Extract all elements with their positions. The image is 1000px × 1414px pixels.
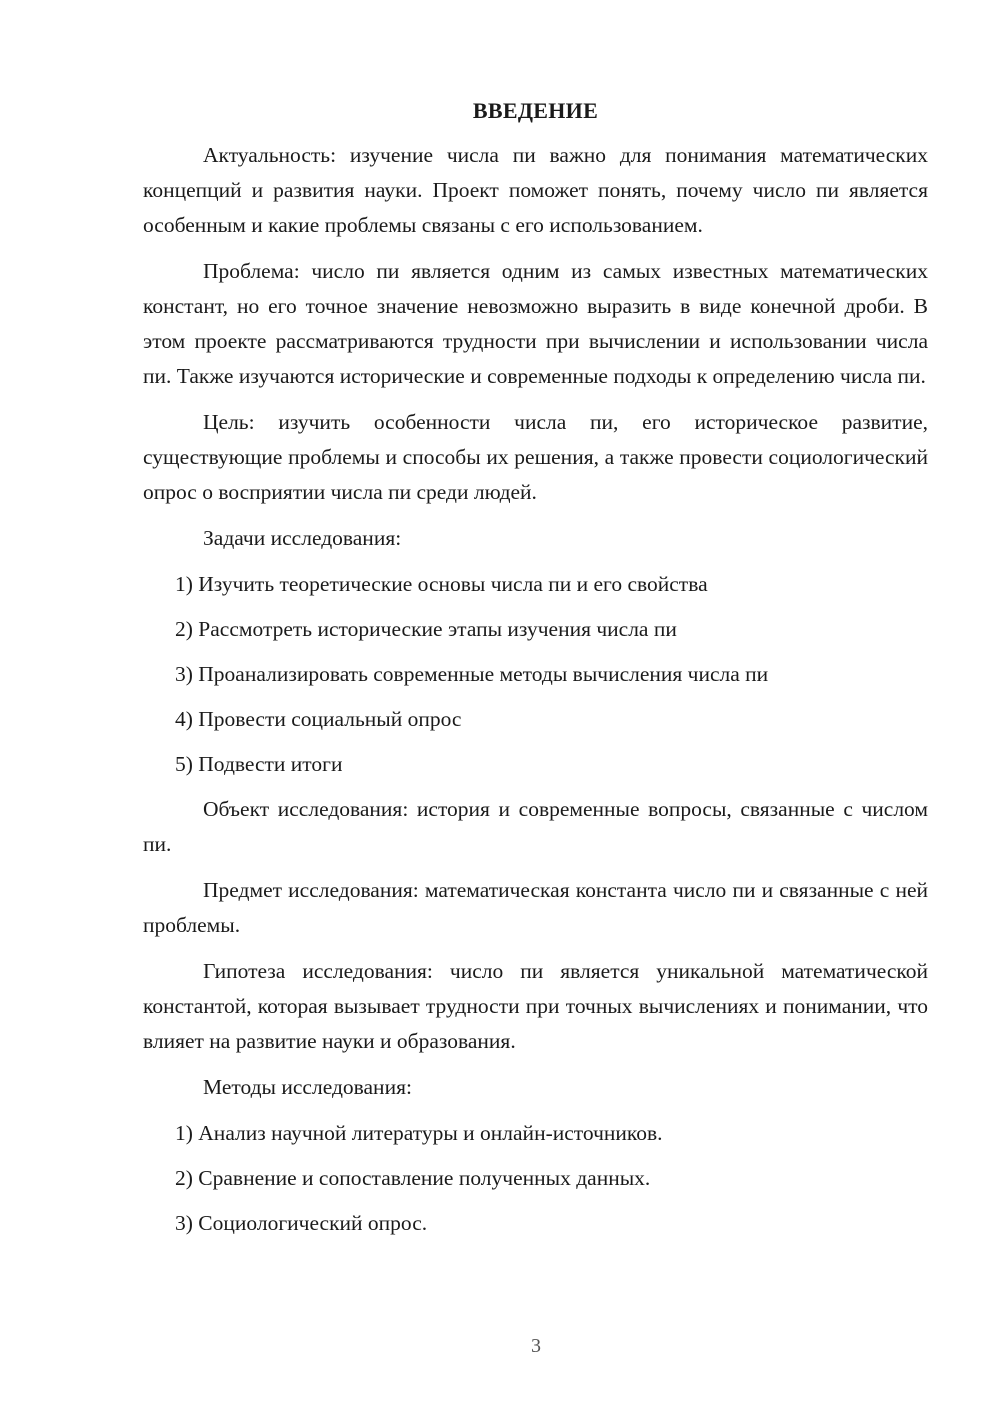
tasks-list <box>143 567 928 782</box>
list-item: 3) Проанализировать современные методы вычисления числа пи <box>175 662 769 686</box>
list-item: 1) Изучить теоретические основы числа пи и его свойства <box>175 572 708 596</box>
list-item: 3) Социологический опрос. <box>175 1211 428 1235</box>
subject-paragraph: Предмет исследования: математическая константа число пи и связанные с ней проблемы. <box>143 878 928 937</box>
hypothesis-paragraph: Гипотеза исследования: число пи является уникальной математической константой, которая вызывает трудности при точных вычислениях и понимании, что влияет на развитие науки и образования. <box>143 959 928 1053</box>
tasks-heading: Задачи исследования: <box>203 526 402 550</box>
document-page <box>143 96 928 1251</box>
relevance-paragraph: Актуальность: изучение числа пи важно для понимания математических концепций и развития науки. Проект поможет понять, почему число пи является особенным и какие проблемы связаны с его использованием. <box>143 143 928 237</box>
page-title: ВВЕДЕНИЕ <box>472 98 599 123</box>
page-number: 3 <box>531 1335 541 1357</box>
list-item: 5) Подвести итоги <box>175 752 343 776</box>
list-item: 2) Сравнение и сопоставление полученных данных. <box>175 1166 651 1190</box>
methods-list <box>143 1116 928 1241</box>
goal-paragraph: Цель: изучить особенности числа пи, его историческое развитие, существующие проблемы и способы их решения, а также провести социологический опрос о восприятии числа пи среди людей. <box>143 410 928 504</box>
list-item: 2) Рассмотреть исторические этапы изучения числа пи <box>175 617 677 641</box>
list-item: 1) Анализ научной литературы и онлайн-источников. <box>175 1121 663 1145</box>
methods-heading: Методы исследования: <box>203 1075 412 1099</box>
problem-paragraph: Проблема: число пи является одним из самых известных математических констант, но его точное значение невозможно выразить в виде конечной дроби. В этом проекте рассматриваются трудности при вычислении и использовании числа пи. Также изучаются исторические и современные подходы к определению числа пи. <box>143 259 928 388</box>
object-paragraph: Объект исследования: история и современные вопросы, связанные с числом пи. <box>143 797 928 856</box>
list-item: 4) Провести социальный опрос <box>175 707 462 731</box>
